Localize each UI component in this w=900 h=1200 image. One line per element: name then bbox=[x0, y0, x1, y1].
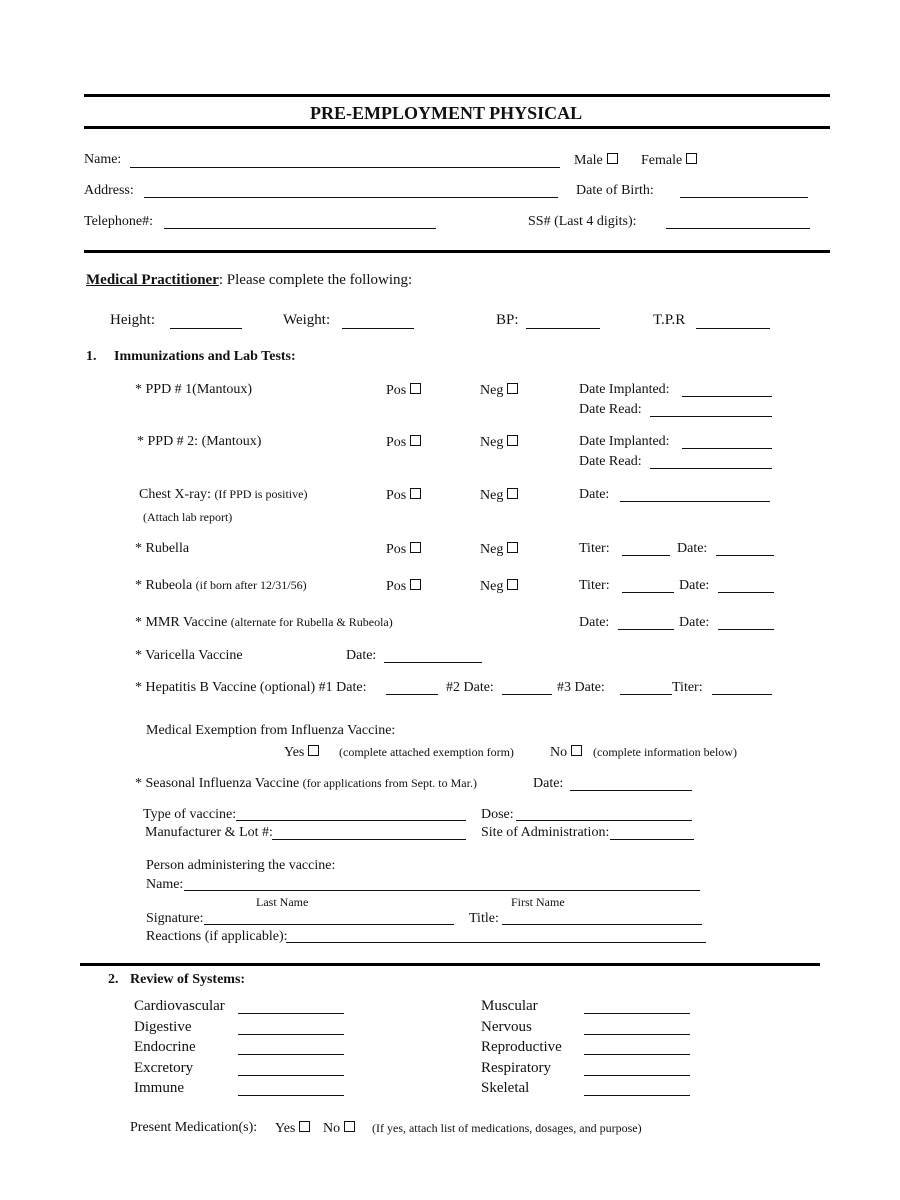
rubella-date-field[interactable] bbox=[716, 555, 774, 556]
reactions-label: Reactions (if applicable): bbox=[146, 929, 288, 944]
admin-name-field[interactable] bbox=[184, 890, 700, 891]
telephone-field[interactable] bbox=[164, 228, 436, 229]
rubella-pos-checkbox[interactable] bbox=[410, 542, 421, 553]
chest-pos-option[interactable]: Pos bbox=[386, 488, 421, 503]
section1-number: 1. bbox=[86, 349, 97, 364]
exemption-yes-checkbox[interactable] bbox=[308, 745, 319, 756]
manufacturer-label: Manufacturer & Lot #: bbox=[145, 825, 273, 840]
rubella-titer-field[interactable] bbox=[622, 555, 670, 556]
med-note: (If yes, attach list of medications, dosages, and purpose) bbox=[372, 1121, 642, 1135]
first-name-caption: First Name bbox=[511, 895, 565, 909]
mmr-date2-field[interactable] bbox=[718, 629, 774, 630]
med-no-option[interactable]: No bbox=[323, 1121, 355, 1136]
mmr-note: (alternate for Rubella & Rubeola) bbox=[230, 615, 393, 629]
ppd2-neg-checkbox[interactable] bbox=[507, 435, 518, 446]
med-no-checkbox[interactable] bbox=[344, 1121, 355, 1132]
female-option[interactable]: Female bbox=[641, 153, 697, 168]
exemption-title: Medical Exemption from Influenza Vaccine: bbox=[146, 723, 396, 738]
practitioner-label: Medical Practitioner bbox=[86, 272, 219, 288]
chest-xray-note: (If PPD is positive) bbox=[214, 487, 308, 501]
rubella-label: * Rubella bbox=[135, 541, 190, 556]
mmr-date1-field[interactable] bbox=[618, 629, 674, 630]
male-option[interactable]: Male bbox=[574, 153, 618, 168]
weight-label: Weight: bbox=[283, 312, 331, 328]
dose-field[interactable] bbox=[516, 820, 692, 821]
hepb-date3-field[interactable] bbox=[620, 694, 672, 695]
ppd2-neg-option[interactable]: Neg bbox=[480, 435, 518, 450]
ppd1-read-field[interactable] bbox=[650, 416, 772, 417]
system-right-2: Reproductive bbox=[481, 1039, 562, 1055]
varicella-label: * Varicella Vaccine bbox=[135, 648, 243, 663]
flu-date-label: Date: bbox=[533, 776, 564, 791]
bp-field[interactable] bbox=[526, 328, 600, 329]
exemption-no-checkbox[interactable] bbox=[571, 745, 582, 756]
section2-number: 2. bbox=[108, 972, 119, 987]
rubella-date-label: Date: bbox=[677, 541, 708, 556]
varicella-date-label: Date: bbox=[346, 648, 377, 663]
address-field[interactable] bbox=[144, 197, 558, 198]
type-vaccine-label: Type of vaccine: bbox=[143, 807, 237, 822]
system-left-2: Endocrine bbox=[134, 1039, 196, 1055]
ppd1-pos-checkbox[interactable] bbox=[410, 383, 421, 394]
med-yes-checkbox[interactable] bbox=[299, 1121, 310, 1132]
ppd1-neg-checkbox[interactable] bbox=[507, 383, 518, 394]
hepb-date3-label: #3 Date: bbox=[557, 680, 605, 695]
ppd2-implanted-label: Date Implanted: bbox=[579, 434, 670, 449]
female-checkbox[interactable] bbox=[686, 153, 697, 164]
form-title: PRE-EMPLOYMENT PHYSICAL bbox=[310, 103, 583, 123]
system-right-4-field[interactable] bbox=[584, 1095, 690, 1096]
height-label: Height: bbox=[110, 312, 155, 328]
hepb-date2-field[interactable] bbox=[502, 694, 552, 695]
tpr-field[interactable] bbox=[696, 328, 770, 329]
system-right-3-field[interactable] bbox=[584, 1075, 690, 1076]
system-left-2-field[interactable] bbox=[238, 1054, 344, 1055]
ppd2-read-label: Date Read: bbox=[579, 454, 642, 469]
system-left-0-field[interactable] bbox=[238, 1013, 344, 1014]
signature-label: Signature: bbox=[146, 911, 204, 926]
ppd2-pos-option[interactable]: Pos bbox=[386, 435, 421, 450]
system-left-1-field[interactable] bbox=[238, 1034, 344, 1035]
exemption-yes-option[interactable]: Yes bbox=[284, 745, 319, 760]
chest-neg-checkbox[interactable] bbox=[507, 488, 518, 499]
dob-field[interactable] bbox=[680, 197, 808, 198]
rubeola-neg-checkbox[interactable] bbox=[507, 579, 518, 590]
system-right-1: Nervous bbox=[481, 1019, 532, 1035]
rubeola-label: * Rubeola bbox=[135, 578, 193, 593]
ppd1-implanted-label: Date Implanted: bbox=[579, 382, 670, 397]
rubella-pos-option[interactable]: Pos bbox=[386, 542, 421, 557]
ppd2-read-field[interactable] bbox=[650, 468, 772, 469]
exemption-yes-note: (complete attached exemption form) bbox=[339, 745, 514, 759]
system-right-3: Respiratory bbox=[481, 1060, 551, 1076]
section2-rule bbox=[80, 963, 820, 966]
name-field[interactable] bbox=[130, 167, 560, 168]
chest-neg-option[interactable]: Neg bbox=[480, 488, 518, 503]
varicella-date-field[interactable] bbox=[384, 662, 482, 663]
practitioner-heading bbox=[86, 273, 412, 288]
mmr-label: * MMR Vaccine bbox=[135, 615, 228, 630]
title-label: Title: bbox=[469, 911, 499, 926]
tpr-label: T.P.R bbox=[653, 312, 686, 328]
system-right-2-field[interactable] bbox=[584, 1054, 690, 1055]
ppd2-pos-checkbox[interactable] bbox=[410, 435, 421, 446]
reactions-field[interactable] bbox=[286, 942, 706, 943]
male-checkbox[interactable] bbox=[607, 153, 618, 164]
manufacturer-field[interactable] bbox=[272, 839, 466, 840]
chest-pos-checkbox[interactable] bbox=[410, 488, 421, 499]
rubella-titer-label: Titer: bbox=[579, 541, 610, 556]
rubeola-neg-option[interactable]: Neg bbox=[480, 579, 518, 594]
site-admin-label: Site of Administration: bbox=[481, 825, 610, 840]
hepb-titer-field[interactable] bbox=[712, 694, 772, 695]
hepb-date2-label: #2 Date: bbox=[446, 680, 494, 695]
ppd1-label: * PPD # 1(Mantoux) bbox=[135, 382, 253, 397]
hepb-titer-label: Titer: bbox=[672, 680, 703, 695]
mmr-row bbox=[135, 616, 393, 630]
hepb-date1-field[interactable] bbox=[386, 694, 438, 695]
system-left-4-field[interactable] bbox=[238, 1095, 344, 1096]
chest-date-field[interactable] bbox=[620, 501, 770, 502]
exemption-no-note: (complete information below) bbox=[593, 745, 737, 759]
rubeola-pos-option[interactable]: Pos bbox=[386, 579, 421, 594]
flu-note: (for applications from Sept. to Mar.) bbox=[302, 776, 477, 790]
flu-date-field[interactable] bbox=[570, 790, 692, 791]
person-admin-label: Person administering the vaccine: bbox=[146, 858, 336, 873]
ppd2-implanted-field[interactable] bbox=[682, 448, 772, 449]
rubeola-row bbox=[135, 579, 307, 593]
present-med-label: Present Medication(s): bbox=[130, 1120, 258, 1135]
exemption-no-option[interactable]: No bbox=[550, 745, 582, 760]
chest-xray-label: Chest X-ray: bbox=[139, 487, 211, 502]
system-right-1-field[interactable] bbox=[584, 1034, 690, 1035]
title-input-field[interactable] bbox=[502, 924, 702, 925]
weight-field[interactable] bbox=[342, 328, 414, 329]
ppd2-label: * PPD # 2: (Mantoux) bbox=[137, 434, 262, 449]
ppd1-neg-option[interactable]: Neg bbox=[480, 383, 518, 398]
rubeola-titer-field[interactable] bbox=[622, 592, 674, 593]
flu-row bbox=[135, 777, 477, 791]
rubella-neg-checkbox[interactable] bbox=[507, 542, 518, 553]
hepb-label: * Hepatitis B Vaccine (optional) #1 Date: bbox=[135, 680, 367, 695]
ppd1-read-label: Date Read: bbox=[579, 402, 642, 417]
address-label: Address: bbox=[84, 183, 134, 198]
last-name-caption: Last Name bbox=[256, 895, 309, 909]
bp-label: BP: bbox=[496, 312, 519, 328]
system-left-3: Excretory bbox=[134, 1060, 194, 1076]
rubeola-note: (if born after 12/31/56) bbox=[195, 578, 307, 592]
practitioner-instruction: : Please complete the following: bbox=[218, 272, 413, 288]
ssn-field[interactable] bbox=[666, 228, 810, 229]
applicant-rule bbox=[84, 250, 830, 253]
signature-field[interactable] bbox=[204, 924, 454, 925]
ppd1-implanted-field[interactable] bbox=[682, 396, 772, 397]
chest-date-label: Date: bbox=[579, 487, 610, 502]
chest-xray-row bbox=[139, 488, 307, 502]
rubeola-date-field[interactable] bbox=[718, 592, 774, 593]
ppd1-pos-option[interactable]: Pos bbox=[386, 383, 421, 398]
system-left-0: Cardiovascular bbox=[134, 998, 225, 1014]
admin-name-label: Name: bbox=[146, 877, 184, 892]
system-right-0-field[interactable] bbox=[584, 1013, 690, 1014]
name-label: Name: bbox=[84, 152, 122, 167]
attach-lab-note: (Attach lab report) bbox=[143, 510, 233, 524]
section1-title: Immunizations and Lab Tests: bbox=[114, 349, 296, 364]
title-rule bbox=[84, 126, 830, 129]
site-admin-field[interactable] bbox=[610, 839, 694, 840]
system-right-4: Skeletal bbox=[481, 1080, 530, 1096]
rubeola-date-label: Date: bbox=[679, 578, 710, 593]
dose-label: Dose: bbox=[481, 807, 514, 822]
rubeola-pos-checkbox[interactable] bbox=[410, 579, 421, 590]
top-rule bbox=[84, 94, 830, 97]
system-left-3-field[interactable] bbox=[238, 1075, 344, 1076]
system-left-1: Digestive bbox=[134, 1019, 192, 1035]
height-field[interactable] bbox=[170, 328, 242, 329]
dob-label: Date of Birth: bbox=[576, 183, 654, 198]
system-right-0: Muscular bbox=[481, 998, 538, 1014]
ssn-label: SS# (Last 4 digits): bbox=[528, 214, 637, 229]
type-vaccine-field[interactable] bbox=[236, 820, 466, 821]
med-yes-option[interactable]: Yes bbox=[275, 1121, 310, 1136]
rubella-neg-option[interactable]: Neg bbox=[480, 542, 518, 557]
mmr-date1-label: Date: bbox=[579, 615, 610, 630]
mmr-date2-label: Date: bbox=[679, 615, 710, 630]
rubeola-titer-label: Titer: bbox=[579, 578, 610, 593]
system-left-4: Immune bbox=[134, 1080, 184, 1096]
section2-title: Review of Systems: bbox=[130, 972, 246, 987]
telephone-label: Telephone#: bbox=[84, 214, 153, 229]
flu-label: * Seasonal Influenza Vaccine bbox=[135, 776, 300, 791]
